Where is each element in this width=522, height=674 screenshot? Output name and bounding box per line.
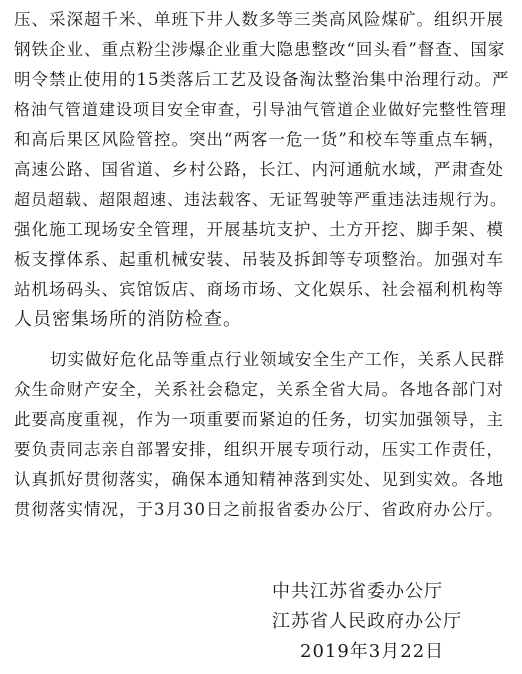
text-line: 此要高度重视，作为一项重要而紧迫的任务，切实加强领导，主 [14,410,504,429]
text-line: 站机场码头、宾馆饭店、商场市场、文化娱乐、社会福利机构等 [14,280,504,299]
text-line: 众生命财产安全，关系社会稳定，关系全省大局。各地各部门对 [14,380,504,399]
text-line: 贯彻落实情况，于3月30日之前报省委办公厅、省政府办公厅。 [14,500,504,519]
text-line: 格油气管道建设项目安全审查，引导油气管道企业做好完整性管理 [14,100,508,119]
text-line: 切实做好危化品等重点行业领域安全生产工作，关系人民群 [50,350,505,369]
signature-org-party: 中共江苏省委办公厅 [272,581,443,602]
signature-date: 2019年3月22日 [300,641,445,662]
signature-org-government: 江苏省人民政府办公厅 [272,611,462,632]
text-line: 和高后果区风险管控。突出“两客一危一货”和校车等重点车辆， [14,130,506,149]
text-line: 人员密集场所的消防检查。 [14,309,242,330]
text-line: 钢铁企业、重点粉尘涉爆企业重大隐患整改“回头看”督查、国家 [14,40,506,59]
text-line: 超员超载、超限超速、违法载客、无证驾驶等严重违法违规行为。 [14,190,508,209]
text-line: 板支撑体系、起重机械安装、吊装及拆卸等专项整治。加强对车 [14,250,504,269]
text-line: 要负责同志亲自部署安排，组织开展专项行动，压实工作责任， [14,440,504,459]
text-line: 认真抓好贯彻落实，确保本通知精神落到实处、见到实效。各地 [14,470,504,489]
text-line: 高速公路、国省道、乡村公路，长江、内河通航水域，严肃查处 [14,160,504,179]
text-line: 强化施工现场安全管理，开展基坑支护、土方开挖、脚手架、模 [14,220,504,239]
text-line: 明令禁止使用的15类落后工艺及设备淘汰整治集中治理行动。严 [14,70,510,89]
text-line: 压、采深超千米、单班下井人数多等三类高风险煤矿。组织开展 [14,10,504,29]
